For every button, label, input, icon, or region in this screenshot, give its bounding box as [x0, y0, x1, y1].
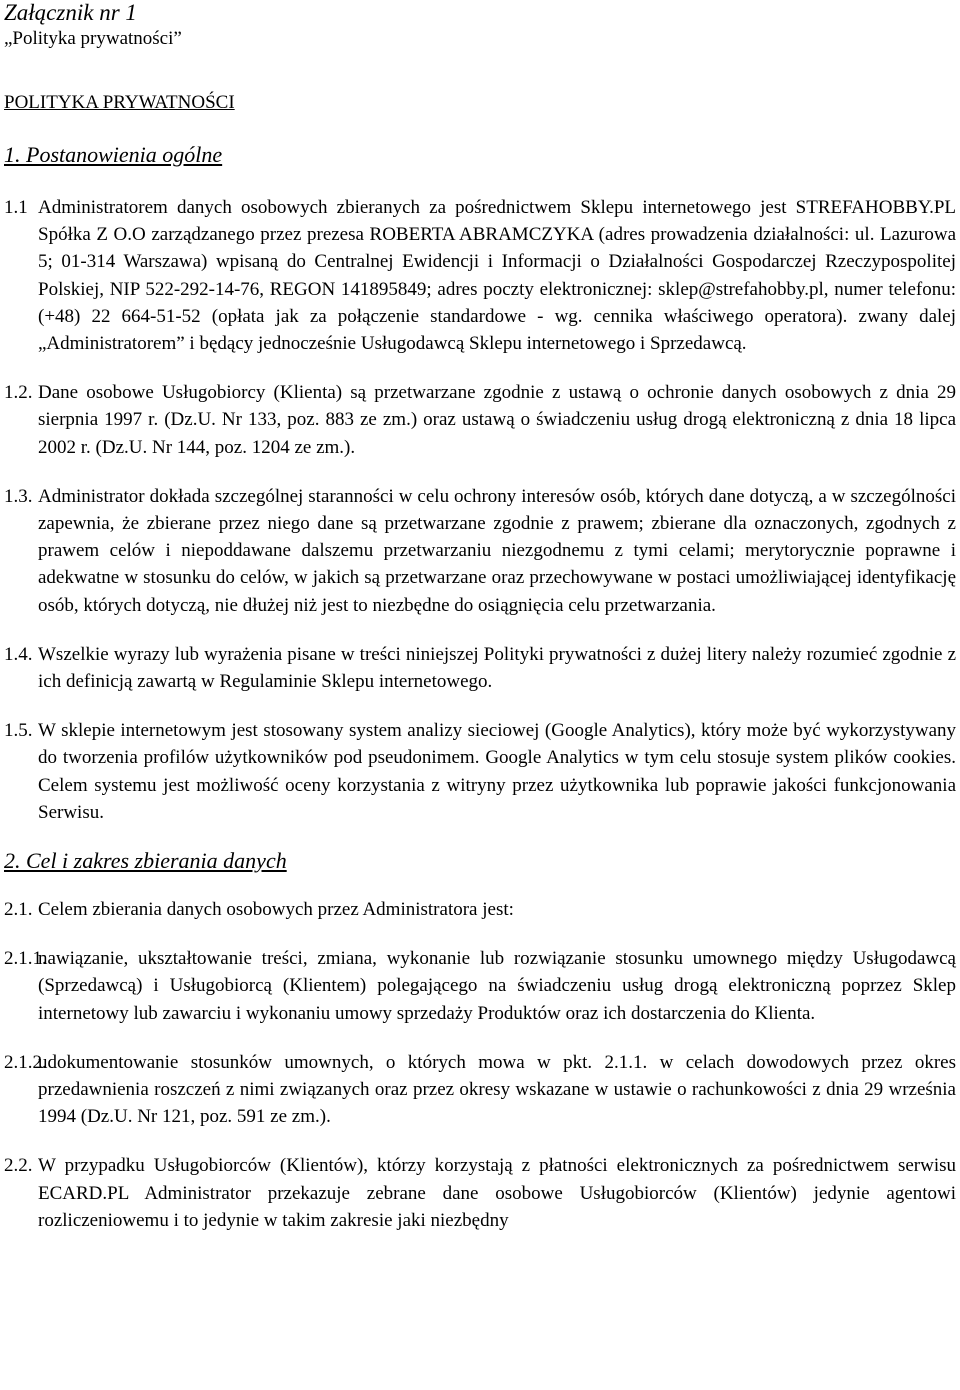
paragraph-1-2 — [4, 379, 956, 461]
paragraph-1-5 — [4, 717, 956, 826]
paragraph-number: 1.4. — [4, 643, 33, 665]
paragraph-text: W sklepie internetowym jest stosowany system analizy sieciowej (Google Analytics), który może być wykorzystywany do tworzenia profilów użytkowników pod pseudonimem. Google Analytics w tym celu stosuje system plików cookies. Celem systemu jest możliwość oceny korzystania z witryny przez użytkownika lub poprawie jakości funkcjonowania Serwisu. — [38, 720, 956, 823]
paragraph-number: 1.5. — [4, 720, 33, 742]
section-heading-1: 1. Postanowienia ogólne — [4, 142, 223, 167]
section-heading-2: 2. Cel i zakres zbierania danych — [4, 848, 287, 874]
document-title: POLITYKA PRYWATNOŚCI — [4, 92, 235, 113]
annex-subtitle: „Polityka prywatności” — [4, 28, 182, 49]
paragraph-number: 2.1. — [4, 899, 33, 921]
paragraph-number: 2.2. — [4, 1155, 33, 1177]
paragraph-text: nawiązanie, ukształtowanie treści, zmiana, wykonanie lub rozwiązanie stosunku umownego między Usługodawcą (Sprzedawcą) i Usługobiorcą (Klientem) polegającego na świadczeniu usług drogą elektroniczną poprzez Sklep internetowy lub zawarciu i wykonaniu umowy sprzedaży Produktów oraz ich dostarczenia do Klienta. — [38, 948, 956, 1024]
paragraph-text: Wszelkie wyrazy lub wyrażenia pisane w treści niniejszej Polityki prywatności z dużej litery należy rozumieć zgodnie z ich definicją zawartą w Regulaminie Sklepu internetowego. — [38, 643, 956, 693]
paragraph-1-4 — [4, 641, 956, 695]
paragraph-2-1-1 — [4, 945, 956, 1027]
paragraph-2-2 — [4, 1152, 956, 1234]
paragraph-number: 1.3. — [4, 485, 33, 507]
paragraph-1-3 — [4, 483, 956, 619]
paragraph-1-1 — [4, 194, 956, 357]
paragraph-text: Administratorem danych osobowych zbieranych za pośrednictwem Sklepu internetowego jest STREFAHOBBY.PL Spółka Z O.O zarządzanego przez prezesa ROBERTA ABRAMCZYKA (adres prowadzenia działalności: ul. Lazurowa 5; 01-314 Warszawa) wpisaną do Centralnej Ewidencji i Informacji o Działalności Gospodarczej Rzeczypospolitej Polskiej, NIP 522-292-14-76, REGON 141895849; adres poczty elektronicznej: sklep@strefahobby.pl, numer telefonu: (+48) 22 664-51-52 (opłata jak za połączenie standardowe - wg. cennika właściwego operatora). zwany dalej „Administratorem” i będący jednocześnie Usługodawcą Sklepu internetowego i Sprzedawcą. — [38, 197, 956, 355]
paragraph-number: 1.2. — [4, 382, 33, 404]
annex-title: Załącznik nr 1 — [4, 0, 137, 25]
paragraph-number: 2.1.2. — [4, 1051, 47, 1073]
paragraph-2-1-2 — [4, 1049, 956, 1131]
paragraph-number: 2.1.1. — [4, 948, 47, 970]
paragraph-text: udokumentowanie stosunków umownych, o których mowa w pkt. 2.1.1. w celach dowodowych przez okres przedawnienia roszczeń z nimi związanych oraz przez okresy wskazane w ustawie o rachunkowości z dnia 29 września 1994 (Dz.U. Nr 121, poz. 591 ze zm.). — [38, 1051, 956, 1128]
paragraph-text: Administrator dokłada szczególnej staranności w celu ochrony interesów osób, których dane dotyczą, a w szczególności zapewnia, że zbierane przez niego dane są przetwarzane zgodnie z prawem; zbierane dla oznaczonych, zgodnych z prawem celów i niepoddawane dalszemu przetwarzaniu niezgodnemu z tymi celami; merytorycznie poprawne i adekwatne w stosunku do celów, w jakich są przetwarzane oraz przechowywane w postaci umożliwiającej identyfikację osób, których dotyczą, nie dłużej niż jest to niezbędne do osiągnięcia celu przetwarzania. — [38, 485, 956, 616]
paragraph-number: 1.1 — [4, 197, 28, 218]
paragraph-text: Celem zbierania danych osobowych przez Administratora jest: — [38, 899, 514, 921]
paragraph-text: W przypadku Usługobiorców (Klientów), którzy korzystają z płatności elektronicznych za pośrednictwem serwisu ECARD.PL Administrator przekazuje zebrane dane osobowe Usługobiorców (Klientów) jedynie agentowi rozliczeniowemu i to jedynie w takim zakresie jaki niezbędny — [38, 1155, 956, 1231]
paragraph-text: Dane osobowe Usługobiorcy (Klienta) są przetwarzane zgodnie z ustawą o ochronie danych osobowych z dnia 29 sierpnia 1997 r. (Dz.U. Nr 133, poz. 883 ze zm.) oraz ustawą o świadczeniu usług drogą elektroniczną z dnia 18 lipca 2002 r. (Dz.U. Nr 144, poz. 1204 ze zm.). — [38, 382, 956, 458]
paragraph-2-1 — [4, 896, 956, 923]
